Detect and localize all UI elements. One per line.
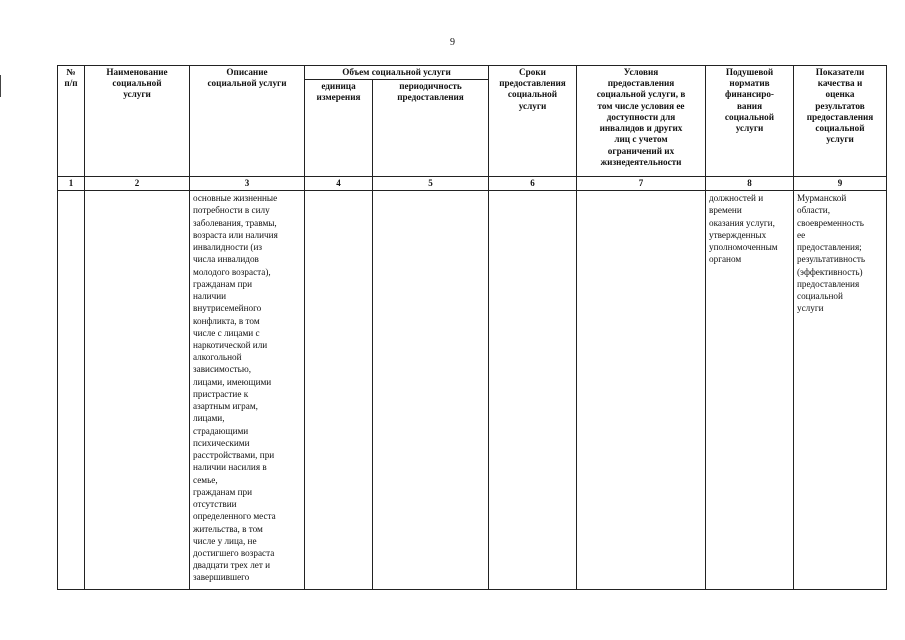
column-number: 7: [577, 177, 706, 191]
page-number: 9: [450, 37, 455, 48]
column-number: 8: [706, 177, 794, 191]
header-periodicity: периодичность предоставления: [373, 80, 489, 177]
header-unit: единица измерения: [305, 80, 373, 177]
header-service-description: Описание социальной услуги: [190, 66, 305, 177]
header-quality-indicators: Показатели качества и оценка результатов предоставления социальной услуги: [794, 66, 887, 177]
column-number-row: [58, 177, 887, 191]
column-number: 1: [58, 177, 85, 191]
cell-service-description: основные жизненные потребности в силу заболевания, травмы, возраста или наличия инвалидности (из числа инвалидов молодого возраста), гражданам при наличии внутрисемейного конфликта, в том числе с лицами с наркотической или алкогольной зависимостью, лицами, имеющими пристрастие к азартным играм, лицами, страдающими психическими расстройствами, при наличии насилия в семье, гражданам при отсутствии определенного места жительства, в том числе у лица, не достигшего возраста двадцати трех лет и завершившего: [190, 191, 305, 590]
header-row: [58, 66, 887, 80]
cell-quality-indicators: Мурманской области, своевременность ее предоставления; результативность (эффективность) предоставления социальной услуги: [794, 191, 887, 590]
header-service-volume: Объем социальной услуги: [305, 66, 489, 80]
column-number: 4: [305, 177, 373, 191]
column-number: 9: [794, 177, 887, 191]
column-number: 3: [190, 177, 305, 191]
social-services-table: [57, 65, 887, 590]
header-service-name: Наименование социальной услуги: [85, 66, 190, 177]
header-number: № п/п: [58, 66, 85, 177]
cell-periodicity: [373, 191, 489, 590]
header-service-conditions: Условия предоставления социальной услуги, в том числе условия ее доступности для инвалидов и других лиц с учетом ограничений их жизнедеятельности: [577, 66, 706, 177]
table-row: [58, 191, 887, 590]
header-service-terms: Сроки предоставления социальной услуги: [489, 66, 577, 177]
cell-service-name: [85, 191, 190, 590]
column-number: 2: [85, 177, 190, 191]
cell-service-conditions: [577, 191, 706, 590]
margin-mark: [0, 75, 1, 97]
header-financing-norm: Подушевой норматив финансиро- вания социальной услуги: [706, 66, 794, 177]
cell-financing-norm: должностей и времени оказания услуги, утвержденных уполномоченным органом: [706, 191, 794, 590]
column-number: 5: [373, 177, 489, 191]
column-number: 6: [489, 177, 577, 191]
cell-unit: [305, 191, 373, 590]
cell-service-terms: [489, 191, 577, 590]
cell-number: [58, 191, 85, 590]
